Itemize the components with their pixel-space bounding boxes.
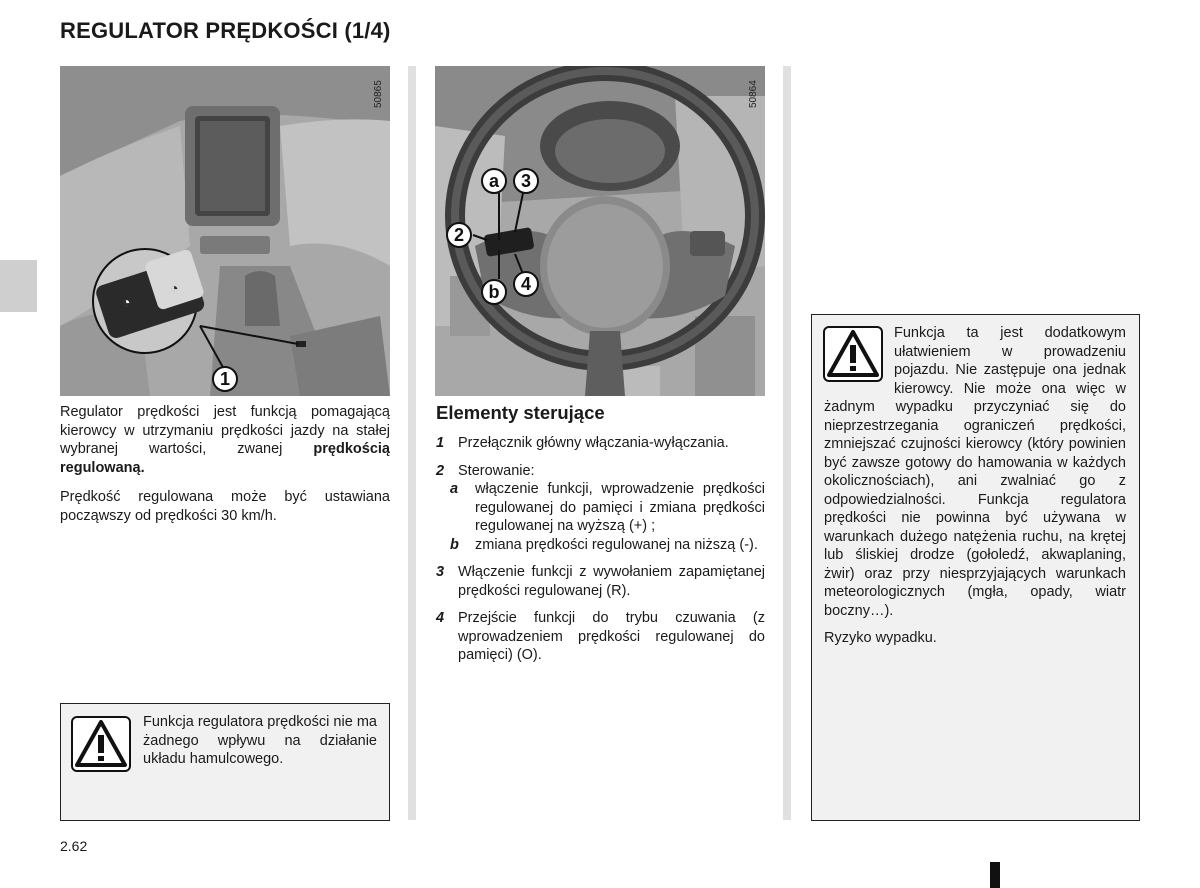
chapter-tab <box>0 260 37 312</box>
warning-text-responsibility <box>824 324 1126 648</box>
steering-wheel-figure <box>435 66 765 396</box>
list-item <box>436 434 765 453</box>
figure-code: 50864 <box>748 80 759 108</box>
sub-item-text: zmiana prędkości regulowanej na niższą (-). <box>475 536 758 553</box>
callout-4: 4 <box>513 271 539 297</box>
sub-item-text: włączenie funkcji, wprowadzenie prędkości regulowanej do pamięci i zmiana prędkości regulowanej na wyższą (+) ; <box>475 481 765 534</box>
intro-text: Regulator prędkości jest funkcją pomagającą kierowcy w utrzymaniu prędkości jazdy na stałej wybranej wartości, zwanej <box>60 404 390 457</box>
sub-item-letter: b <box>450 536 459 553</box>
speed-range-paragraph: Prędkość regulowana może być ustawiana począwszy od prędkości 30 km/h. <box>60 489 390 524</box>
list-item <box>436 563 765 600</box>
dashboard-figure <box>60 66 390 396</box>
sub-item-letter: a <box>450 481 459 497</box>
callout-a: a <box>481 168 507 194</box>
steering-wheel-illustration <box>435 66 765 396</box>
item-number: 2 <box>436 462 445 479</box>
warning-box-brakes <box>60 703 390 821</box>
callout-3: 3 <box>513 168 539 194</box>
callout-1: 1 <box>212 366 238 392</box>
page-number: 2.62 <box>60 838 88 854</box>
callout-2: 2 <box>446 222 472 248</box>
intro-bold-term: prędkością regulowaną. <box>60 441 390 476</box>
dashboard-illustration <box>60 66 390 396</box>
item-number: 3 <box>436 564 445 580</box>
section-heading: Elementy sterujące <box>436 402 605 423</box>
page-edge-mark <box>990 862 1000 888</box>
item-number: 1 <box>436 435 445 451</box>
sub-list-item <box>436 536 765 555</box>
list-item <box>436 609 765 665</box>
controls-list <box>436 434 765 674</box>
warning-triangle-icon <box>71 716 131 772</box>
speed-limiter-icon: ◔ <box>170 280 179 296</box>
column-divider-right <box>783 66 791 820</box>
figure-code: 50865 <box>373 80 384 108</box>
item-text: Włączenie funkcji z wywołaniem zapamiętanej prędkości regulowanej (R). <box>458 564 765 599</box>
icon-float <box>824 324 894 390</box>
sub-list-item <box>436 480 765 536</box>
item-text: Sterowanie: <box>458 462 535 479</box>
warning-text-body: Funkcja ta jest dodatkowym ułatwieniem w prowadzeniu pojazdu. Nie zastępuje ona jednak kierowcy. Nie może ona więc w żadnym wypadku przyczyniać się do nieprzestrzegania ograniczeń prędkości, zmniejszać czujności kierowcy (który powinien być zawsze gotowy do hamowania w każdych okolicznościach), ani zwalniać go z odpowiedzialności. Funkcja regulatora prędkości nie powinna być używana w warunkach dużego natężenia ruchu, na krętej lub śliskiej drodze (gołoledź, akwaplaning, żwir) oraz przy niesprzyjających warunkach meteorologicznych (mgła, opady, wiatr boczny…). <box>824 325 1126 619</box>
callout-b: b <box>481 279 507 305</box>
warning-text-brakes: Funkcja regulatora prędkości nie ma żadnego wpływu na działanie układu hamulcowego. <box>143 714 377 767</box>
item-text: Przełącznik główny włączania-wyłączania. <box>458 435 729 451</box>
risk-text: Ryzyko wypadku. <box>824 630 937 646</box>
intro-paragraph <box>60 403 390 477</box>
cruise-control-icon: ◔ <box>122 294 131 310</box>
item-number: 4 <box>436 610 445 626</box>
column-divider-left <box>408 66 416 820</box>
page-title: REGULATOR PRĘDKOŚCI (1/4) <box>60 18 391 43</box>
warning-box-responsibility <box>811 314 1140 821</box>
text-gap <box>824 620 1126 629</box>
item-text: Przejście funkcji do trybu czuwania (z wprowadzeniem prędkości regulowanej do pamięci) (O). <box>458 610 765 663</box>
list-item <box>436 462 765 481</box>
